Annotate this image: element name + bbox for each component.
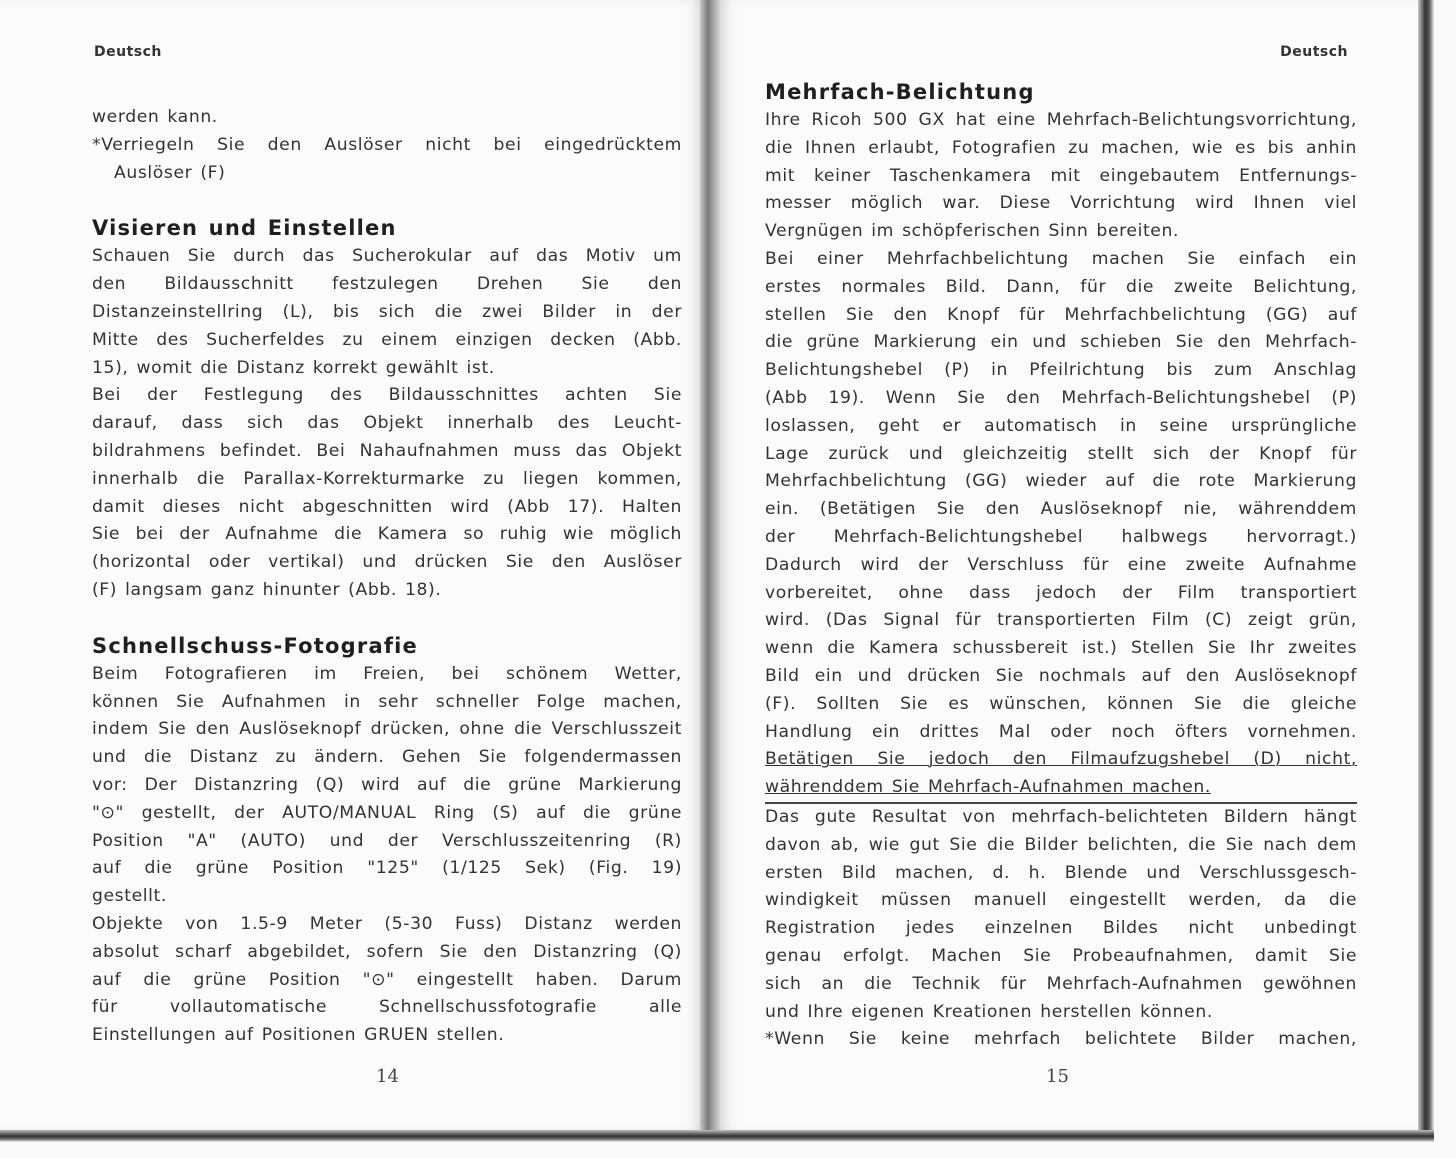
text-line: Auslöser (F) (114, 162, 226, 183)
text-line: Lage zurück und gleichzeitig stellt sich der Knopf für (765, 443, 1357, 464)
page-edge-bottom (0, 1130, 1434, 1142)
text-line: Vergnügen im schöpferischen Sinn bereiten. (765, 221, 1180, 242)
page-number: 14 (376, 1066, 399, 1087)
text-line: Einstellungen auf Positionen GRUEN stellen. (92, 1025, 505, 1046)
text-line: (F) langsam ganz hinunter (Abb. 18). (92, 579, 442, 600)
text-line: davon ab, wie gut Sie die Bilder belichten, die Sie nach dem (765, 834, 1357, 855)
text-line: Belichtungshebel (P) in Pfeilrichtung bis zum Anschlag (765, 360, 1357, 381)
text-line: damit dieses nicht abgeschnitten wird (Abb 17). Halten (92, 496, 682, 517)
text-line: erstes normales Bild. Dann, für die zweite Belichtung, (765, 276, 1357, 297)
text-line: vor: Der Distanzring (Q) wird auf die grüne Markierung (92, 774, 682, 795)
text-line: die grüne Markierung ein und schieben Sie den Mehrfach- (765, 332, 1357, 353)
text-line: "⊙" gestellt, der AUTO/MANUAL Ring (S) auf die grüne (92, 802, 682, 823)
text-line: Handlung ein drittes Mal oder noch öfters vornehmen. (765, 721, 1357, 742)
text-line: Position "A" (AUTO) und der Verschlusszeitenring (R) (92, 830, 682, 851)
text-line: der Mehrfach-Belichtungshebel halbwegs hervorragt.) (765, 526, 1357, 547)
text-line: sich an die Technik für Mehrfach-Aufnahmen gewöhnen (765, 973, 1357, 994)
page-header: Deutsch (1280, 44, 1348, 60)
section-heading: Mehrfach-Belichtung (765, 80, 1035, 104)
text-line: bildrahmens befindet. Bei Nahaufnahmen muss das Objekt (92, 440, 682, 461)
text-line: werden kann. (92, 107, 218, 127)
text-line: Registration jedes einzelnen Bildes nicht unbedingt (765, 918, 1357, 939)
text-line: *Wenn Sie keine mehrfach belichtete Bilder machen, (765, 1029, 1357, 1050)
text-line: auf die grüne Position "⊙" eingestellt haben. Darum (92, 969, 682, 990)
section-heading: Visieren und Einstellen (92, 216, 397, 241)
text-line: und Ihre eigenen Kreationen herstellen können. (765, 1001, 1213, 1022)
text-line: und die Distanz zu ändern. Gehen Sie folgendermassen (92, 747, 682, 768)
text-line: *Verriegeln Sie den Auslöser nicht bei eingedrücktem (92, 134, 682, 155)
text-line: wenn die Kamera schussbereit ist.) Stellen Sie Ihr zweites (765, 638, 1357, 659)
text-line: (Abb 19). Wenn Sie den Mehrfach-Belichtungshebel (P) (765, 387, 1357, 408)
text-line: genau erfolgt. Machen Sie Probeaufnahmen, damit Sie (765, 945, 1357, 966)
text-line: gestellt. (92, 886, 167, 907)
text-line: (F). Sollten Sie es wünschen, können Sie die gleiche (765, 693, 1357, 714)
text-line: darauf, dass sich das Objekt innerhalb des Leucht- (92, 413, 682, 434)
text-line: indem Sie den Auslöseknopf drücken, ohne die Verschlusszeit (92, 719, 682, 740)
text-line: vorbereitet, ohne dass jedoch der Film transportiert (765, 582, 1357, 603)
text-line: windigkeit müssen manuell eingestellt werden, da die (765, 890, 1357, 911)
text-line: Ihre Ricoh 500 GX hat eine Mehrfach-Belichtungsvorrichtung, (765, 110, 1357, 130)
text-line: Sie bei der Aufnahme die Kamera so ruhig wie möglich (92, 524, 682, 545)
text-line: Dadurch wird der Verschluss für eine zweite Aufnahme (765, 554, 1357, 575)
text-line: den Bildausschnitt festzulegen Drehen Sie den (92, 274, 682, 295)
text-line: Bild ein und drücken Sie nochmals auf den Auslöseknopf (765, 665, 1357, 686)
section-heading: Schnellschuss-Fotografie (92, 633, 418, 658)
text-line: Bei einer Mehrfachbelichtung machen Sie einfach ein (765, 248, 1357, 269)
right-page-text (765, 77, 1357, 1054)
warning-line: währenddem Sie Mehrfach-Aufnahmen machen. (765, 777, 1211, 798)
text-line: (horizontal oder vertikal) und drücken Sie den Auslöser (92, 552, 682, 573)
text-line: stellen Sie den Knopf für Mehrfachbelichtung (GG) auf (765, 304, 1357, 325)
left-page (0, 0, 706, 1130)
text-line: Distanzeinstellring (L), bis sich die zwei Bilder in der (92, 301, 682, 322)
text-line: Mitte des Sucherfeldes zu einem einzigen decken (Abb. (92, 329, 682, 350)
left-page-text (92, 104, 682, 1050)
text-line: wird. (Das Signal für transportierten Film (C) zeigt grün, (765, 610, 1357, 631)
text-line: mit keiner Taschenkamera mit eingebautem Entfernungs- (765, 165, 1357, 186)
text-line: messer möglich war. Diese Vorrichtung wird Ihnen viel (765, 193, 1357, 214)
book-gutter (700, 0, 720, 1135)
text-line: können Sie Aufnahmen in sehr schneller Folge machen, (92, 691, 682, 712)
text-line: ersten Bild machen, d. h. Blende und Verschlussgesch- (765, 862, 1357, 883)
text-line: Das gute Resultat von mehrfach-belichteten Bildern hängt (765, 806, 1357, 827)
text-line: absolut scharf abgebildet, sofern Sie den Distanzring (Q) (92, 941, 682, 962)
text-line: Mehrfachbelichtung (GG) wieder auf die rote Markierung (765, 471, 1357, 492)
text-line: loslassen, geht er automatisch in seine ursprüngliche (765, 415, 1357, 436)
text-line: 15), womit die Distanz korrekt gewählt ist. (92, 357, 495, 378)
text-line: auf die grüne Position "125" (1/125 Sek) (Fig. 19) (92, 858, 682, 879)
text-line: Bei der Festlegung des Bildausschnittes achten Sie (92, 385, 682, 406)
text-line: die Ihnen erlaubt, Fotografien zu machen, wie es bis anhin (765, 137, 1357, 158)
text-line: Beim Fotografieren im Freien, bei schönem Wetter, (92, 663, 682, 684)
text-line: ein. (Betätigen Sie den Auslöseknopf nie, währenddem (765, 499, 1357, 520)
text-line: für vollautomatische Schnellschussfotografie alle (92, 997, 682, 1018)
text-line: Objekte von 1.5-9 Meter (5-30 Fuss) Distanz werden (92, 913, 682, 934)
right-page (718, 0, 1418, 1130)
page-edge-right (1418, 0, 1434, 1138)
page-number: 15 (1046, 1066, 1069, 1087)
page-header: Deutsch (94, 44, 162, 60)
warning-note (765, 746, 1357, 804)
text-line: innerhalb die Parallax-Korrekturmarke zu liegen kommen, (92, 468, 682, 489)
text-line: Schauen Sie durch das Sucherokular auf das Motiv um (92, 246, 682, 267)
warning-line: Betätigen Sie jedoch den Filmaufzugshebel (D) nicht, (765, 749, 1357, 770)
